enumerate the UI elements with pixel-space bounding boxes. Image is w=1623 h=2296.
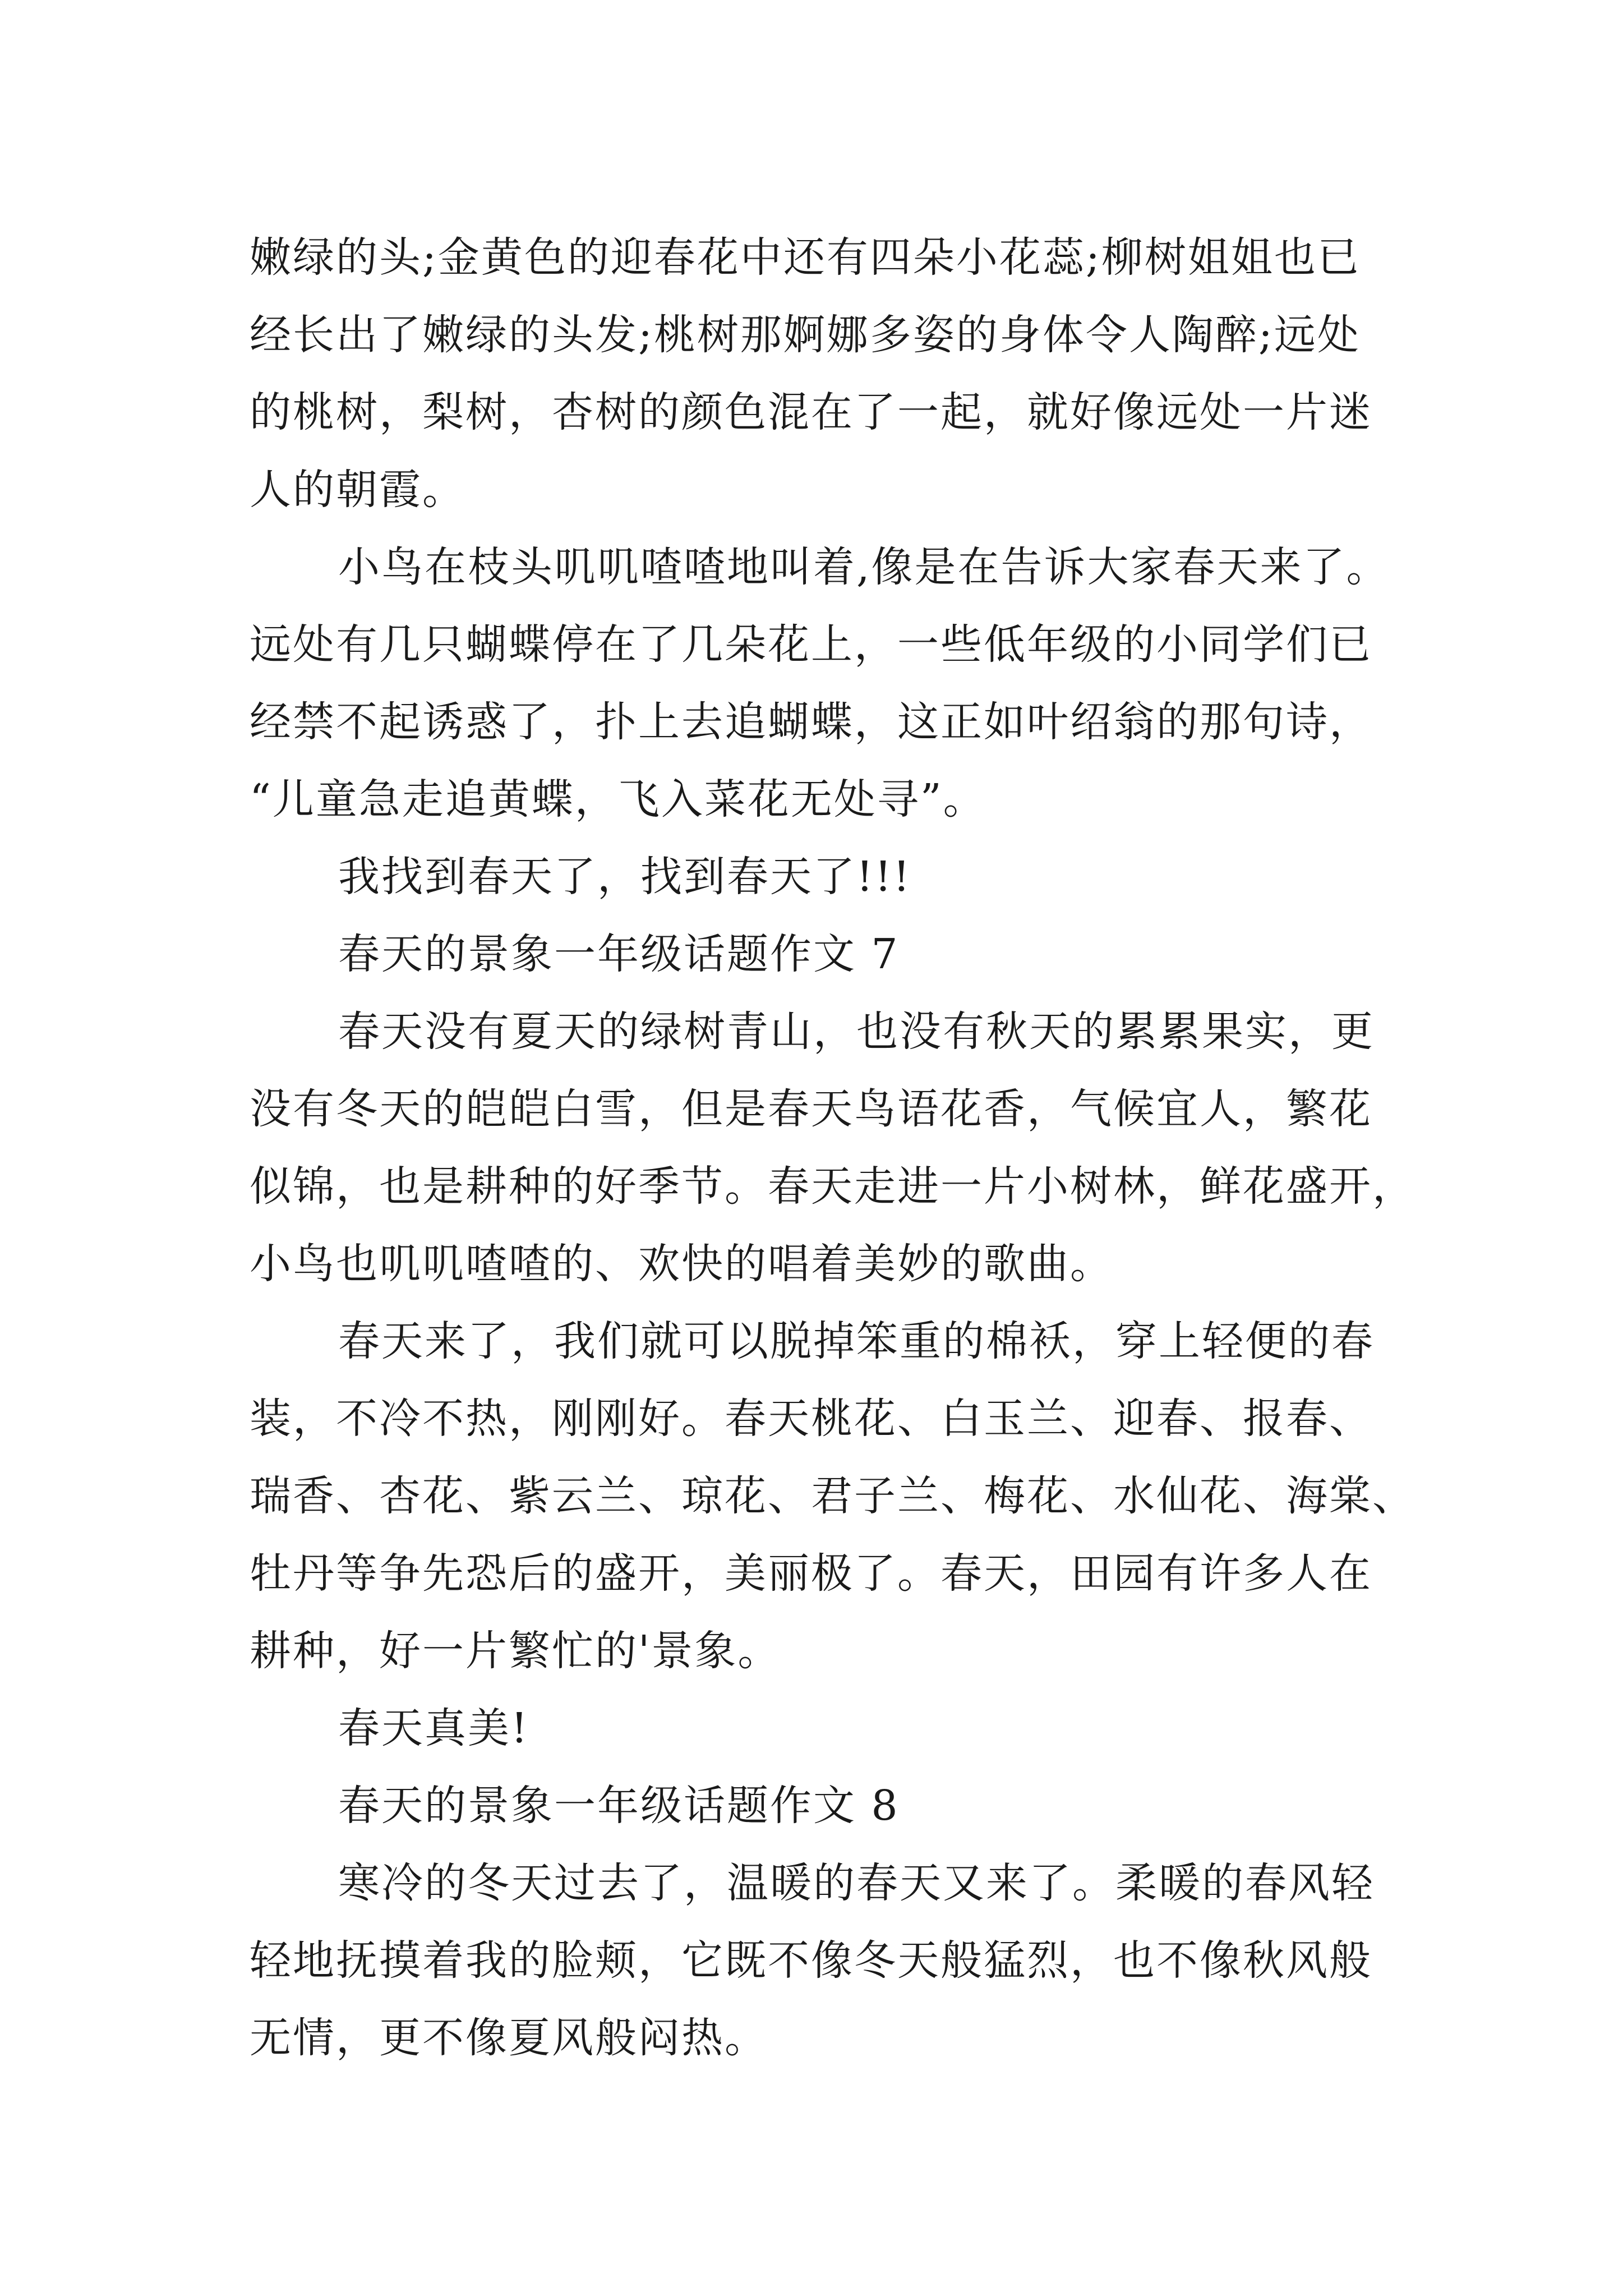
text-line: 春天真美! — [338, 1704, 529, 1752]
paragraph — [250, 1844, 1427, 2077]
text-line: 小鸟也叽叽喳喳的、欢快的唱着美妙的歌曲。 — [250, 1240, 1113, 1288]
document-body — [250, 219, 1427, 2077]
paragraph — [250, 528, 1427, 838]
section-heading — [250, 915, 1427, 993]
text-line: 似锦，也是耕种的好季节。春天走进一片小树林，鲜花盛开， — [250, 1162, 1415, 1211]
text-line: 我找到春天了，找到春天了!!! — [338, 853, 912, 901]
text-line: 经禁不起诱惑了，扑上去追蝴蝶，这正如叶绍翁的那句诗， — [250, 698, 1372, 746]
paragraph — [250, 1303, 1427, 1690]
text-line: 牡丹等争先恐后的盛开，美丽极了。春天，田园有许多人在 — [250, 1549, 1372, 1598]
text-line: 春天来了，我们就可以脱掉笨重的棉袄，穿上轻便的春 — [338, 1317, 1375, 1365]
text-line: “儿童急走追黄蝶，飞入菜花无处寻”。 — [250, 775, 986, 823]
text-line: 装，不冷不热，刚刚好。春天桃花、白玉兰、迎春、报春、 — [250, 1395, 1372, 1443]
text-line: 轻地抚摸着我的脸颊，它既不像冬天般猛烈，也不像秋风般 — [250, 1936, 1372, 1985]
text-line: 人的朝霞。 — [250, 466, 465, 514]
text-line: 没有冬天的皑皑白雪，但是春天鸟语花香，气候宜人，繁花 — [250, 1085, 1372, 1133]
paragraph — [250, 219, 1427, 528]
section-heading — [250, 1767, 1427, 1844]
text-line: 的桃树，梨树，杏树的颜色混在了一起，就好像远处一片迷 — [250, 388, 1372, 436]
text-line: 春天没有夏天的绿树青山，也没有秋天的累累果实，更 — [338, 1007, 1375, 1056]
heading-text: 春天的景象一年级话题作文 8 — [338, 1782, 900, 1830]
heading-text: 春天的景象一年级话题作文 7 — [338, 930, 900, 978]
paragraph — [250, 838, 1427, 915]
paragraph — [250, 993, 1427, 1303]
text-line: 远处有几只蝴蝶停在了几朵花上，一些低年级的小同学们已 — [250, 620, 1372, 669]
text-line: 嫩绿的头;金黄色的迎春花中还有四朵小花蕊;柳树姐姐也已 — [250, 233, 1361, 282]
text-line: 经长出了嫩绿的头发;桃树那婀娜多姿的身体令人陶醉;远处 — [250, 311, 1361, 359]
text-line: 小鸟在枝头叽叽喳喳地叫着,像是在告诉大家春天来了。 — [338, 543, 1390, 591]
paragraph — [250, 1690, 1427, 1767]
text-line: 耕种，好一片繁忙的'景象。 — [250, 1627, 781, 1675]
text-line: 瑞香、杏花、紫云兰、琼花、君子兰、梅花、水仙花、海棠、 — [250, 1472, 1415, 1520]
text-line: 无情，更不像夏风般闷热。 — [250, 2014, 768, 2062]
text-line: 寒冷的冬天过去了，温暖的春天又来了。柔暖的春风轻 — [338, 1859, 1375, 1907]
